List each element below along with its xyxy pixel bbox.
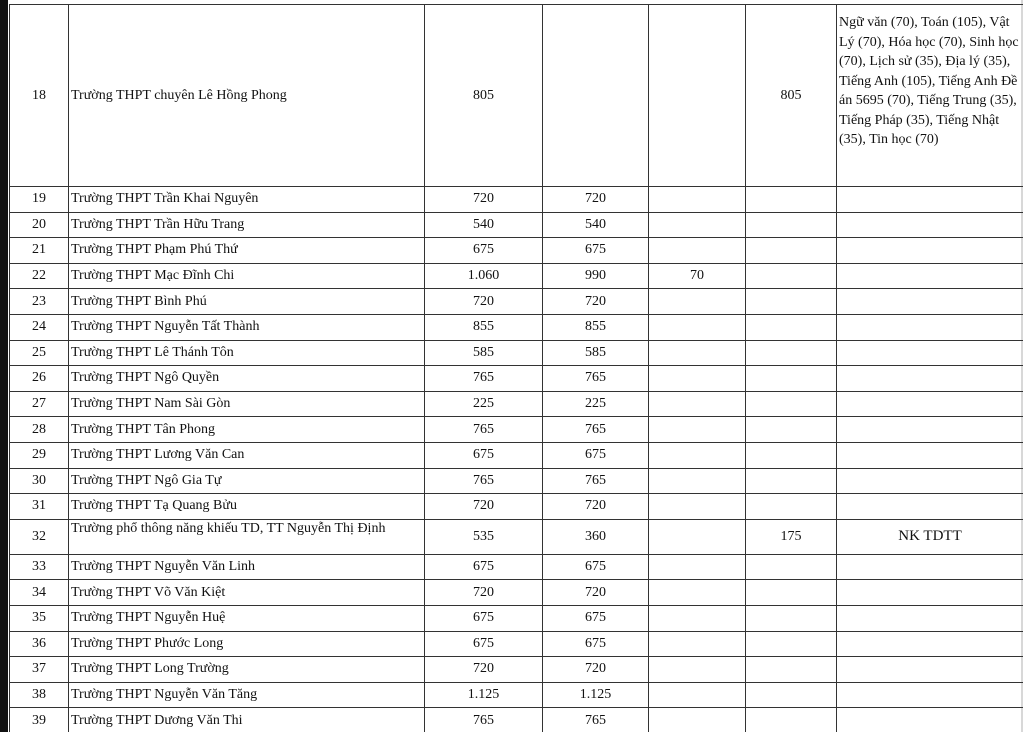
quota-total: 720 (425, 289, 543, 315)
subject-note (837, 238, 1023, 264)
table-row (10, 263, 1023, 289)
quota-column-1: 585 (543, 340, 649, 366)
quota-total: 720 (425, 580, 543, 606)
school-name: Trường THPT Phước Long (69, 631, 425, 657)
table-row (10, 366, 1023, 392)
subject-note (837, 657, 1023, 683)
school-name: Trường THPT Bình Phú (69, 289, 425, 315)
quota-column-1: 360 (543, 519, 649, 554)
quota-column-1: 675 (543, 238, 649, 264)
quota-total: 540 (425, 212, 543, 238)
quota-total: 1.060 (425, 263, 543, 289)
table-row (10, 289, 1023, 315)
row-number: 36 (10, 631, 69, 657)
quota-column-2 (649, 631, 746, 657)
subject-note (837, 340, 1023, 366)
school-name: Trường THPT Lê Thánh Tôn (69, 340, 425, 366)
table-row (10, 212, 1023, 238)
quota-column-1: 765 (543, 708, 649, 732)
quota-column-3 (746, 442, 837, 468)
quota-column-3 (746, 391, 837, 417)
quota-column-3 (746, 187, 837, 213)
row-number: 31 (10, 494, 69, 520)
row-number: 38 (10, 682, 69, 708)
quota-column-2 (649, 289, 746, 315)
table-row (10, 238, 1023, 264)
row-number: 23 (10, 289, 69, 315)
row-number: 20 (10, 212, 69, 238)
subject-note (837, 605, 1023, 631)
subject-note (837, 314, 1023, 340)
row-number: 18 (10, 5, 69, 187)
quota-column-1: 720 (543, 494, 649, 520)
quota-column-1: 720 (543, 580, 649, 606)
quota-column-1: 990 (543, 263, 649, 289)
subject-note: Ngữ văn (70), Toán (105), Vật Lý (70), Hóa học (70), Sinh học (70), Lịch sử (35), Địa lý (35), Tiếng Anh (105), Tiếng Anh Đề án 5695 (70), Tiếng Trung (35), Tiếng Pháp (35), Tiếng Nhật (35), Tin học (70) (837, 5, 1023, 187)
school-name: Trường THPT Trần Khai Nguyên (69, 187, 425, 213)
quota-total: 675 (425, 631, 543, 657)
quota-column-1: 720 (543, 289, 649, 315)
quota-total: 765 (425, 417, 543, 443)
table-row (10, 554, 1023, 580)
school-name: Trường THPT Dương Văn Thi (69, 708, 425, 732)
table-row (10, 682, 1023, 708)
school-name: Trường THPT Nguyễn Tất Thành (69, 314, 425, 340)
quota-column-2: 70 (649, 263, 746, 289)
row-number: 25 (10, 340, 69, 366)
quota-column-2 (649, 494, 746, 520)
subject-note (837, 417, 1023, 443)
quota-total: 720 (425, 494, 543, 520)
quota-column-1: 720 (543, 657, 649, 683)
quota-column-3 (746, 708, 837, 732)
table-row (10, 417, 1023, 443)
quota-column-1: 225 (543, 391, 649, 417)
row-number: 21 (10, 238, 69, 264)
table-row (10, 494, 1023, 520)
row-number: 29 (10, 442, 69, 468)
subject-note (837, 263, 1023, 289)
quota-column-3 (746, 631, 837, 657)
quota-column-1: 540 (543, 212, 649, 238)
quota-column-2 (649, 442, 746, 468)
quota-column-3 (746, 494, 837, 520)
subject-note (837, 391, 1023, 417)
quota-column-3 (746, 263, 837, 289)
school-quota-table (9, 4, 1023, 732)
subject-note (837, 631, 1023, 657)
school-name: Trường THPT Võ Văn Kiệt (69, 580, 425, 606)
school-name: Trường THPT Lương Văn Can (69, 442, 425, 468)
row-number: 34 (10, 580, 69, 606)
quota-column-1: 720 (543, 187, 649, 213)
quota-total: 855 (425, 314, 543, 340)
quota-column-1: 855 (543, 314, 649, 340)
quota-column-3: 805 (746, 5, 837, 187)
quota-total: 535 (425, 519, 543, 554)
subject-note (837, 554, 1023, 580)
school-name: Trường THPT Trần Hữu Trang (69, 212, 425, 238)
school-name: Trường THPT Nam Sài Gòn (69, 391, 425, 417)
school-name: Trường THPT Phạm Phú Thứ (69, 238, 425, 264)
school-name: Trường THPT Ngô Quyền (69, 366, 425, 392)
quota-column-3 (746, 366, 837, 392)
subject-note (837, 682, 1023, 708)
school-name: Trường THPT Tân Phong (69, 417, 425, 443)
quota-column-3 (746, 417, 837, 443)
subject-note (837, 212, 1023, 238)
quota-total: 765 (425, 708, 543, 732)
row-number: 28 (10, 417, 69, 443)
quota-column-2 (649, 391, 746, 417)
subject-note (837, 366, 1023, 392)
quota-column-2 (649, 682, 746, 708)
quota-column-3 (746, 468, 837, 494)
table-row (10, 708, 1023, 732)
subject-note (837, 494, 1023, 520)
quota-total: 225 (425, 391, 543, 417)
row-number: 22 (10, 263, 69, 289)
quota-column-2 (649, 314, 746, 340)
quota-column-3 (746, 238, 837, 264)
school-name: Trường THPT Long Trường (69, 657, 425, 683)
subject-note (837, 708, 1023, 732)
quota-column-3 (746, 314, 837, 340)
quota-column-3 (746, 682, 837, 708)
quota-column-2 (649, 468, 746, 494)
row-number: 30 (10, 468, 69, 494)
row-number: 19 (10, 187, 69, 213)
school-name: Trường THPT Mạc Đĩnh Chi (69, 263, 425, 289)
table-row (10, 5, 1023, 187)
quota-column-1 (543, 5, 649, 187)
school-name: Trường THPT Nguyễn Văn Tăng (69, 682, 425, 708)
quota-column-2 (649, 554, 746, 580)
quota-column-2 (649, 366, 746, 392)
row-number: 37 (10, 657, 69, 683)
quota-total: 675 (425, 442, 543, 468)
quota-column-3 (746, 554, 837, 580)
row-number: 39 (10, 708, 69, 732)
quota-column-3 (746, 657, 837, 683)
school-name: Trường THPT Ngô Gia Tự (69, 468, 425, 494)
subject-note (837, 289, 1023, 315)
school-name: Trường THPT chuyên Lê Hồng Phong (69, 5, 425, 187)
quota-column-3 (746, 289, 837, 315)
quota-column-1: 675 (543, 631, 649, 657)
table-row (10, 442, 1023, 468)
quota-column-1: 675 (543, 554, 649, 580)
quota-column-2 (649, 417, 746, 443)
quota-column-3 (746, 212, 837, 238)
row-number: 27 (10, 391, 69, 417)
quota-column-2 (649, 657, 746, 683)
school-name: Trường THPT Tạ Quang Bửu (69, 494, 425, 520)
quota-column-1: 765 (543, 417, 649, 443)
quota-column-3: 175 (746, 519, 837, 554)
quota-column-2 (649, 187, 746, 213)
row-number: 26 (10, 366, 69, 392)
quota-total: 765 (425, 366, 543, 392)
quota-column-2 (649, 580, 746, 606)
row-number: 33 (10, 554, 69, 580)
quota-total: 585 (425, 340, 543, 366)
table-row (10, 391, 1023, 417)
table-row (10, 657, 1023, 683)
row-number: 35 (10, 605, 69, 631)
left-edge-shadow (0, 0, 8, 732)
table-row (10, 340, 1023, 366)
table-row (10, 519, 1023, 554)
quota-column-2 (649, 519, 746, 554)
table-row (10, 580, 1023, 606)
quota-column-1: 765 (543, 468, 649, 494)
quota-total: 765 (425, 468, 543, 494)
table-row (10, 314, 1023, 340)
quota-total: 675 (425, 554, 543, 580)
table-row (10, 605, 1023, 631)
quota-column-2 (649, 238, 746, 264)
table-row (10, 187, 1023, 213)
quota-column-1: 675 (543, 605, 649, 631)
row-number: 24 (10, 314, 69, 340)
quota-column-2 (649, 340, 746, 366)
quota-column-3 (746, 580, 837, 606)
school-name: Trường THPT Nguyễn Văn Linh (69, 554, 425, 580)
quota-total: 675 (425, 605, 543, 631)
quota-column-2 (649, 708, 746, 732)
subject-note (837, 468, 1023, 494)
subject-note: NK TDTT (837, 519, 1023, 554)
quota-column-2 (649, 5, 746, 187)
quota-total: 1.125 (425, 682, 543, 708)
table-row (10, 468, 1023, 494)
school-name: Trường phổ thông năng khiếu TD, TT Nguyễn Thị Định (69, 519, 425, 554)
subject-note (837, 580, 1023, 606)
row-number: 32 (10, 519, 69, 554)
quota-total: 720 (425, 657, 543, 683)
quota-column-2 (649, 605, 746, 631)
school-name: Trường THPT Nguyễn Huệ (69, 605, 425, 631)
quota-column-2 (649, 212, 746, 238)
subject-note (837, 442, 1023, 468)
quota-total: 675 (425, 238, 543, 264)
table-row (10, 631, 1023, 657)
quota-total: 720 (425, 187, 543, 213)
quota-column-1: 1.125 (543, 682, 649, 708)
quota-column-1: 765 (543, 366, 649, 392)
quota-column-3 (746, 340, 837, 366)
subject-note (837, 187, 1023, 213)
quota-column-3 (746, 605, 837, 631)
quota-column-1: 675 (543, 442, 649, 468)
quota-total: 805 (425, 5, 543, 187)
